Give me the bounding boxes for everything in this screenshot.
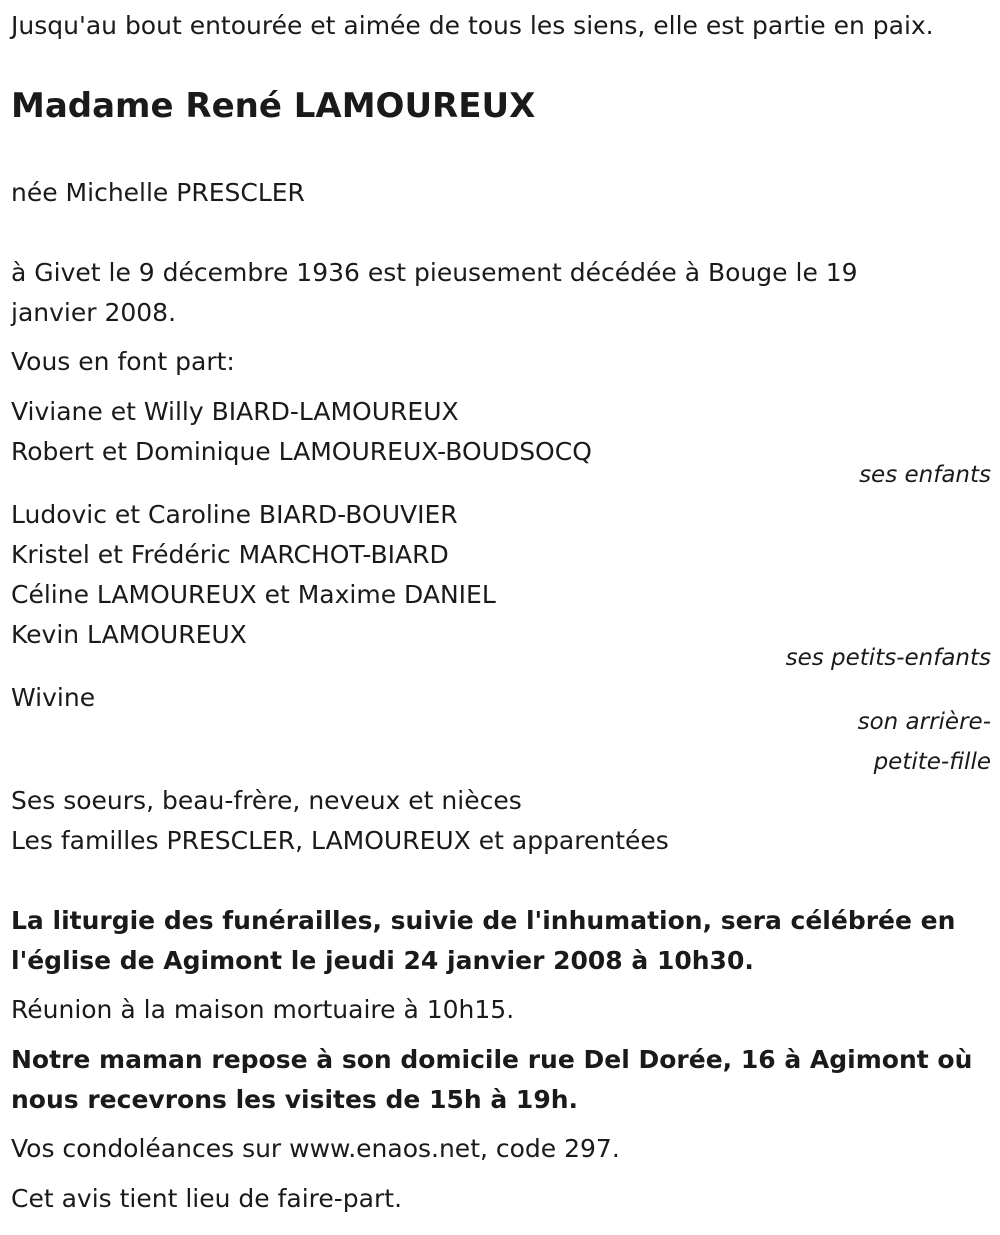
birth-death-text: à Givet le 9 décembre 1936 est pieusement décédée à Bouge le 19 janvier 2008. xyxy=(11,258,858,327)
other-family-1: Ses soeurs, beau-frère, neveux et nièces xyxy=(11,786,522,815)
grandchild-1: Ludovic et Caroline BIARD-BOUVIER xyxy=(11,500,458,529)
funeral-text: La liturgie des funérailles, suivie de l'inhumation, sera célébrée en l'église de Agimont le jeudi 24 janvier 2008 à 10h30. xyxy=(11,906,956,975)
meeting-text: Réunion à la maison mortuaire à 10h15. xyxy=(11,995,515,1024)
grandchild-3: Céline LAMOUREUX et Maxime DANIEL xyxy=(11,580,496,609)
great-grandchild-role-line-1: son arrière- xyxy=(857,709,991,735)
child-1: Viviane et Willy BIARD-LAMOUREUX xyxy=(11,397,459,426)
birth-name: née Michelle PRESCLER xyxy=(11,178,305,207)
great-grandchild: Wivine xyxy=(11,683,96,712)
grandchild-2: Kristel et Frédéric MARCHOT-BIARD xyxy=(11,540,449,569)
grandchildren-role: ses petits-enfants xyxy=(785,645,991,671)
other-family-2: Les familles PRESCLER, LAMOUREUX et apparentées xyxy=(11,826,669,855)
great-grandchild-role-line-2: petite-fille xyxy=(873,749,991,775)
great-grandchild-role xyxy=(858,702,991,782)
child-2: Robert et Dominique LAMOUREUX-BOUDSOCQ xyxy=(11,437,592,466)
deceased-name: Madame René LAMOUREUX xyxy=(11,86,536,126)
intro-text: Jusqu'au bout entourée et aimée de tous les siens, elle est partie en paix. xyxy=(11,11,934,40)
visit-text: Notre maman repose à son domicile rue Del Dorée, 16 à Agimont où nous recevrons les visites de 15h à 19h. xyxy=(11,1045,973,1114)
children-role: ses enfants xyxy=(859,462,991,488)
announce-text: Vous en font part: xyxy=(11,347,235,376)
condolences-text: Vos condoléances sur www.enaos.net, code 297. xyxy=(11,1134,620,1163)
notice-text: Cet avis tient lieu de faire-part. xyxy=(11,1184,403,1213)
grandchild-4: Kevin LAMOUREUX xyxy=(11,620,247,649)
